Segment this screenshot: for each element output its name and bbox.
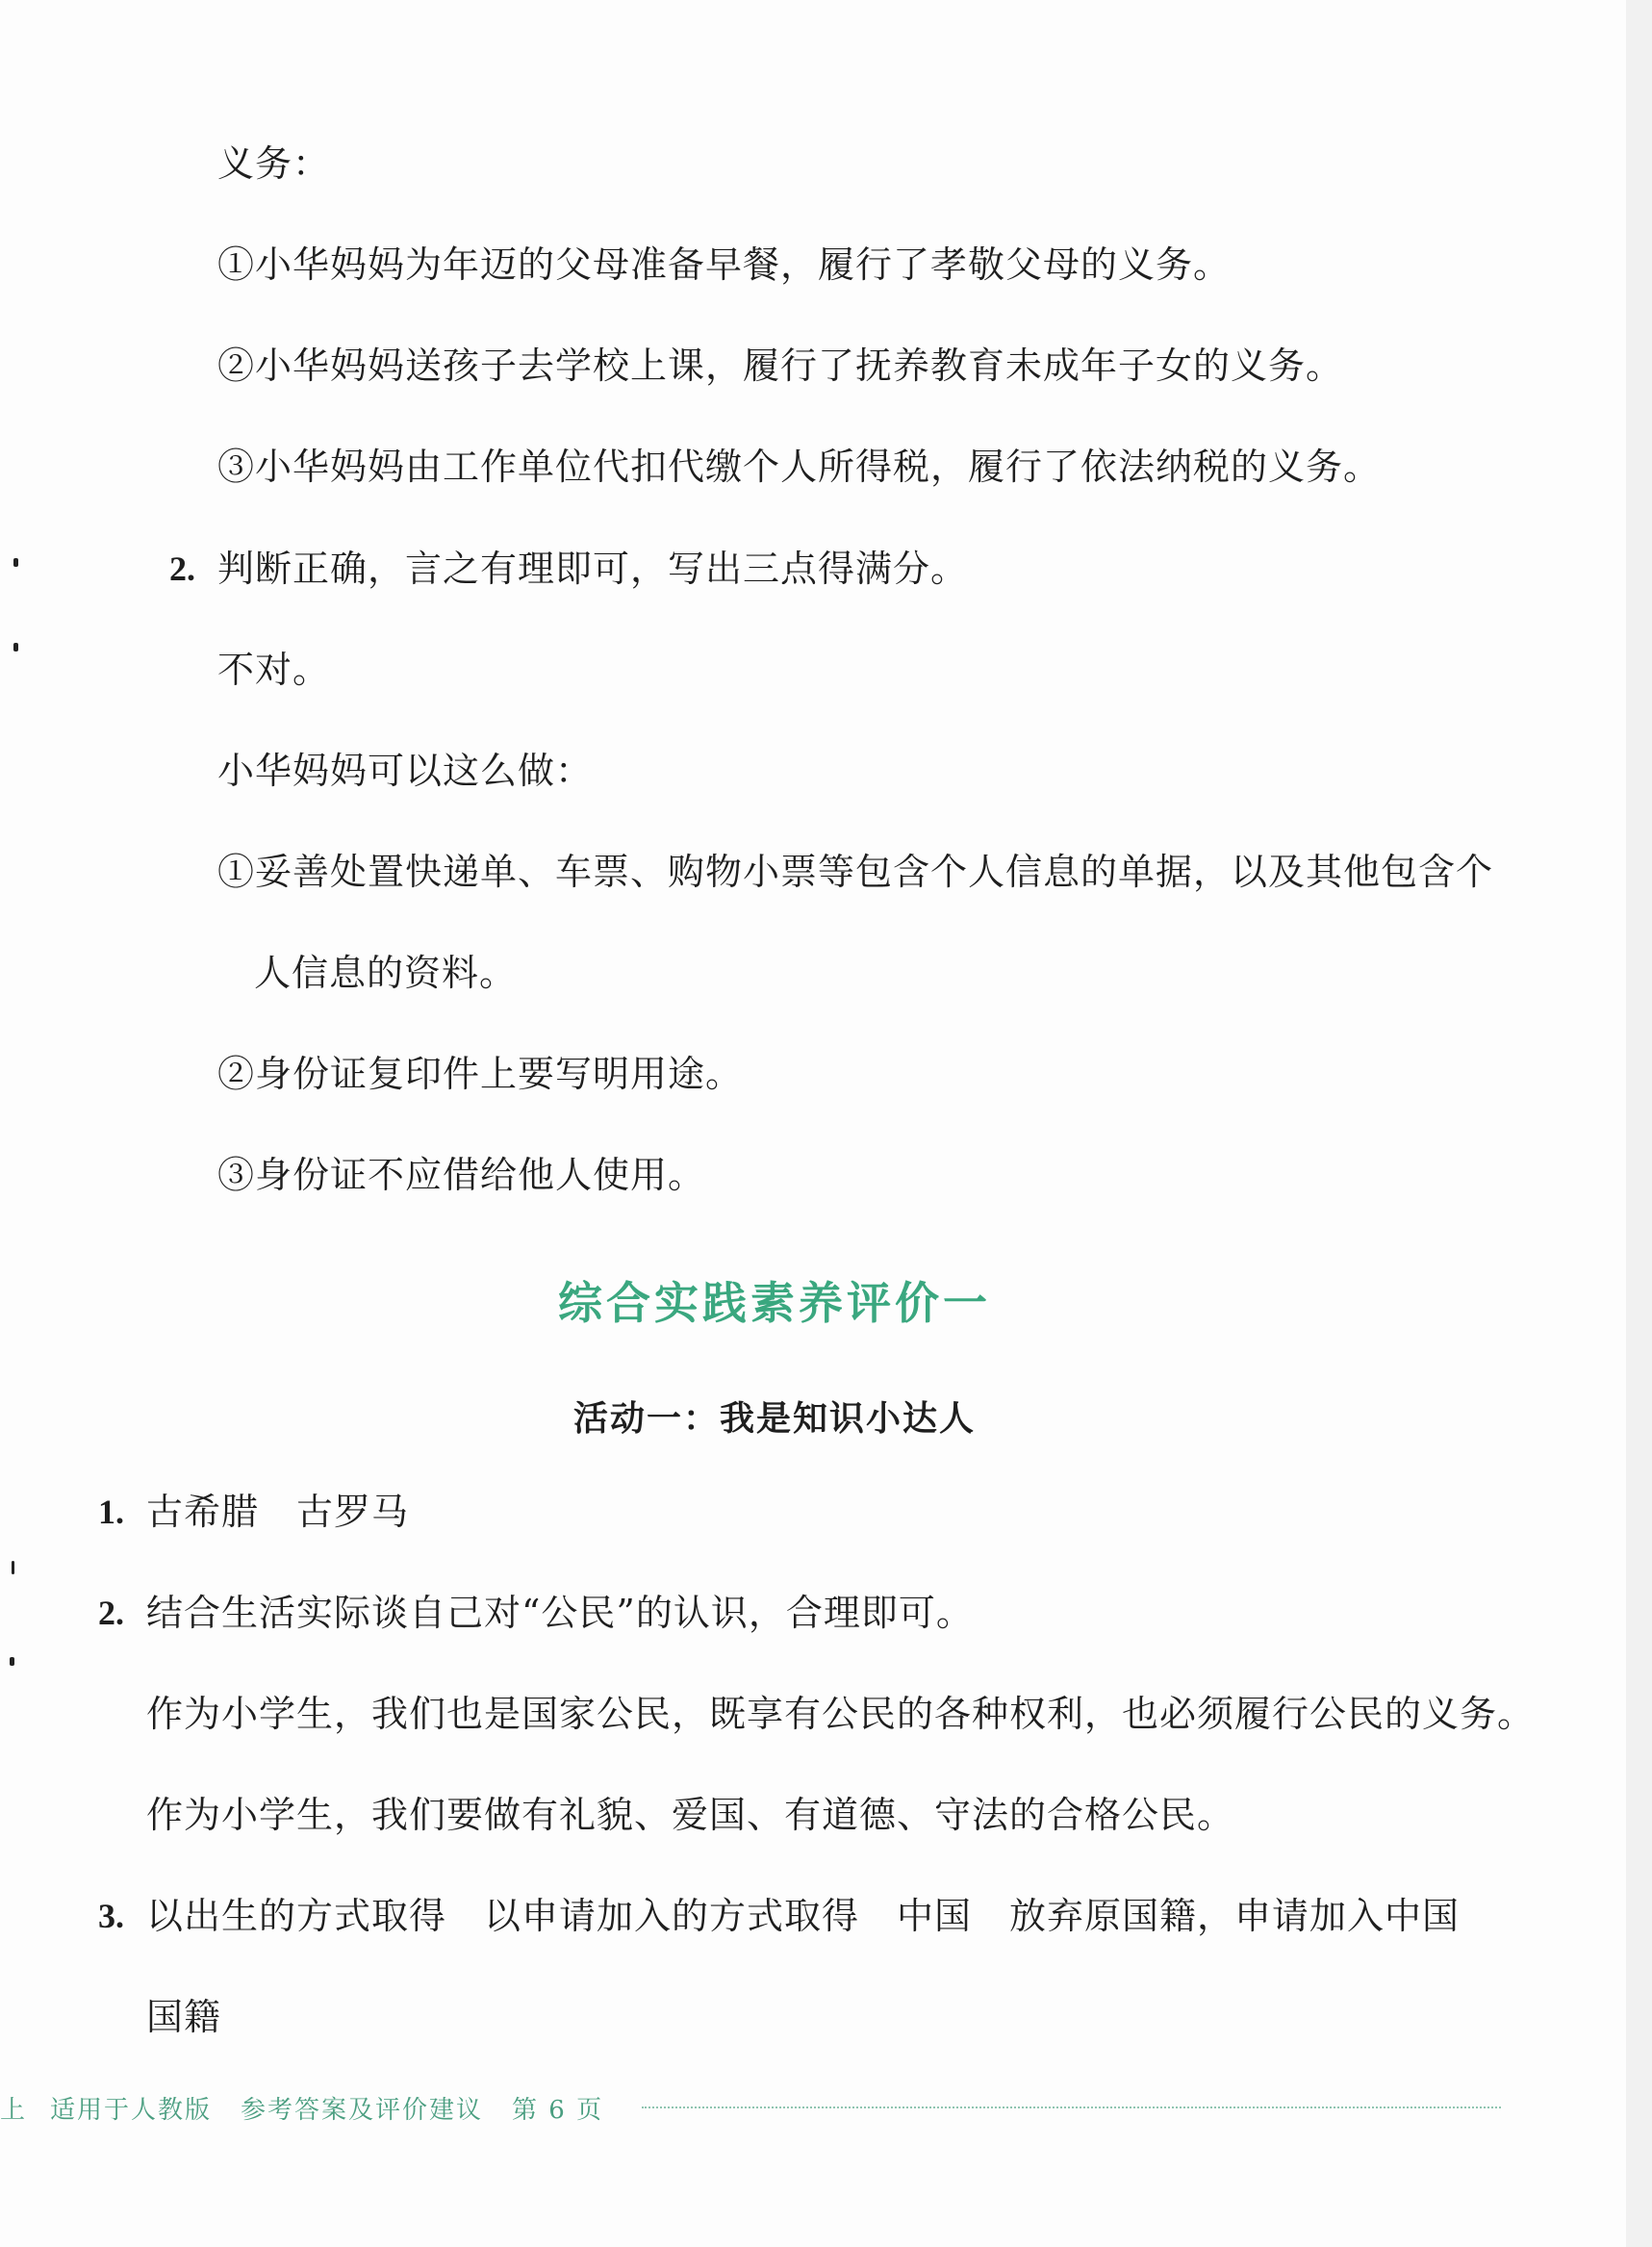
answer-verdict: 不对。	[217, 649, 331, 691]
answer-lead: 小华妈妈可以这么做：	[217, 750, 594, 792]
answer-item-2: ②身份证复印件上要写明用途。	[217, 1053, 744, 1095]
obligation-item-1: ①小华妈妈为年迈的父母准备早餐，履行了孝敬父母的义务。	[217, 243, 1232, 286]
answer-line: 以出生的方式取得 以申请加入的方式取得 中国 放弃原国籍，申请加入中国	[146, 1895, 1461, 1937]
activity-title: 活动一：我是知识小达人	[572, 1399, 976, 1439]
answer-number: 3.	[98, 1897, 124, 1935]
answer-line: 国籍	[146, 1996, 222, 2038]
answer-line: 作为小学生，我们也是国家公民，既享有公民的各种权利，也必须履行公民的义务。	[146, 1693, 1536, 1735]
section-title: 综合实践素养评价一	[558, 1277, 991, 1329]
scan-speck	[13, 558, 18, 567]
page-footer	[0, 2088, 1501, 2127]
scan-speck	[13, 643, 18, 651]
footer-edition: 适用于人教版	[50, 2095, 213, 2125]
obligation-item-3: ③小华妈妈由工作单位代扣代缴个人所得税，履行了依法纳税的义务。	[217, 446, 1382, 488]
obligation-heading: 义务：	[217, 142, 331, 185]
scan-speck	[10, 1657, 14, 1666]
answer-item-1-continued: 人信息的资料。	[254, 952, 518, 994]
obligation-item-2: ②小华妈妈送孩子去学校上课，履行了抚养教育未成年子女的义务。	[217, 345, 1344, 387]
answer-number: 2.	[98, 1594, 124, 1632]
footer-page-number: 第 6 页	[512, 2095, 604, 2125]
question-number: 2.	[169, 549, 195, 588]
page-edge-shadow	[1626, 0, 1652, 2247]
scan-speck	[12, 1561, 14, 1574]
footer-dotted-rule	[642, 2107, 1501, 2108]
answer-item-3: ③身份证不应借给他人使用。	[217, 1154, 706, 1196]
answer-item-1: ①妥善处置快递单、车票、购物小票等包含个人信息的单据，以及其他包含个	[217, 851, 1494, 893]
footer-edge-char: 上	[0, 2095, 28, 2125]
answer-number: 1.	[98, 1493, 124, 1531]
footer-book-title: 参考答案及评价建议	[241, 2095, 484, 2125]
answer-line: 作为小学生，我们要做有礼貌、爱国、有道德、守法的合格公民。	[146, 1794, 1235, 1836]
answer-line: 结合生活实际谈自己对“公民”的认识，合理即可。	[146, 1592, 974, 1634]
answer-line: 古希腊 古罗马	[146, 1491, 410, 1533]
question-instruction: 判断正确，言之有理即可，写出三点得满分。	[217, 548, 969, 590]
